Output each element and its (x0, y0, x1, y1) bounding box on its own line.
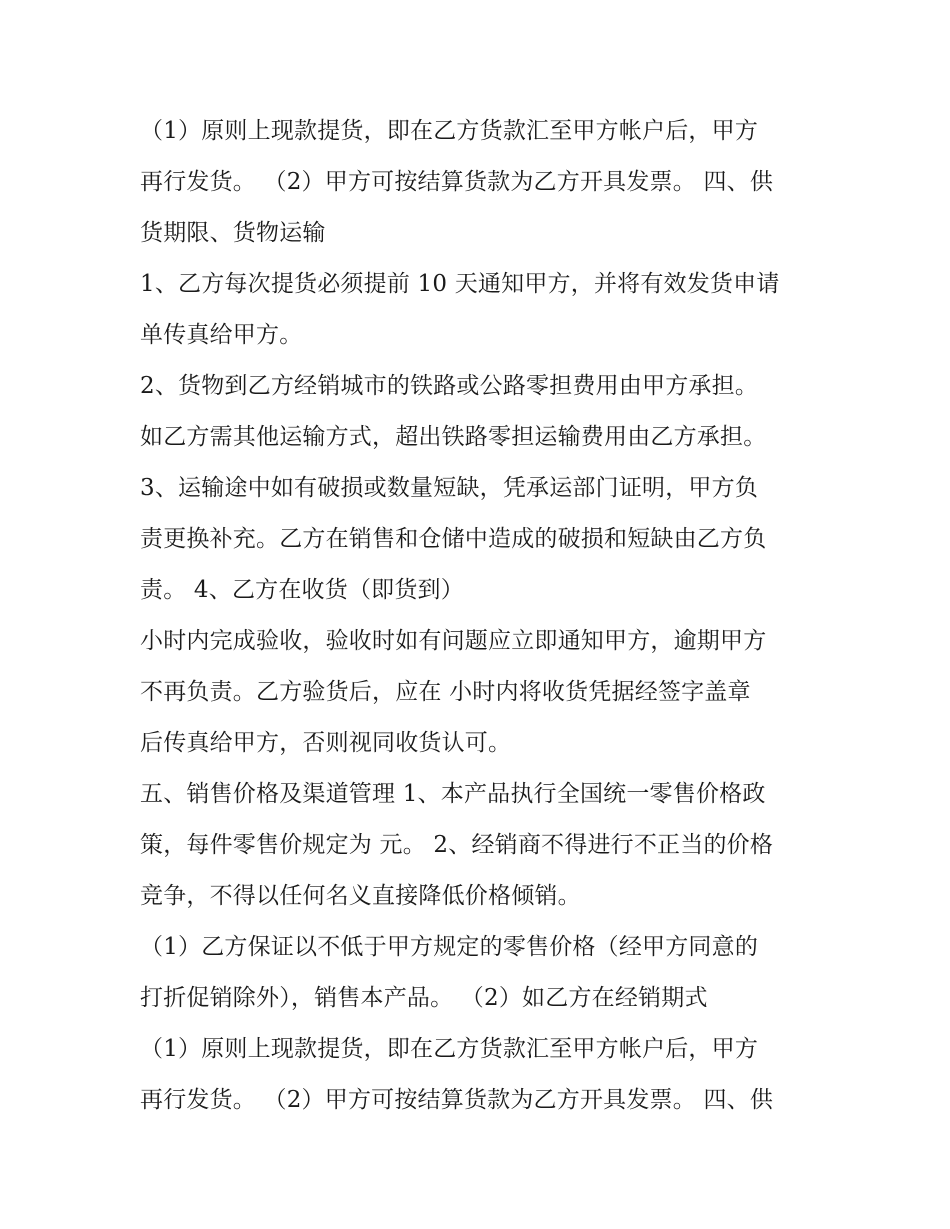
text-line: 2、货物到乙方经销城市的铁路或公路零担费用由甲方承担。 (140, 373, 759, 399)
text-line: 如乙方需其他运输方式，超出铁路零担运输费用由乙方承担。 (140, 424, 767, 450)
text-line: 五、销售价格及渠道管理 1、本产品执行全国统一零售价格政 (140, 781, 766, 807)
contract-text (140, 106, 820, 1126)
text-line: 后传真给甲方，否则视同收货认可。 (140, 730, 512, 756)
text-line: 责。 4、乙方在收货（即货到） (140, 577, 464, 603)
text-line: 竞争，不得以任何名义直接降低价格倾销。 (140, 883, 581, 909)
text-line: 再行发货。 （2）甲方可按结算货款为乙方开具发票。 四、供 (140, 1087, 774, 1113)
text-line: 策，每件零售价规定为 元。 2、经销商不得进行不正当的价格 (140, 832, 774, 858)
text-line: 打折促销除外），销售本产品。 （2）如乙方在经销期式 (140, 985, 708, 1011)
text-line: 不再负责。乙方验货后，应在 小时内将收货凭据经签字盖章 (140, 679, 751, 705)
text-line: 3、运输途中如有破损或数量短缺，凭承运部门证明，甲方负 (140, 475, 759, 501)
text-line: 再行发货。 （2）甲方可按结算货款为乙方开具发票。 四、供 (140, 169, 774, 195)
text-line: （1）原则上现款提货，即在乙方货款汇至甲方帐户后，甲方 (140, 1036, 759, 1062)
text-line: 责更换补充。乙方在销售和仓储中造成的破损和短缺由乙方负 (140, 526, 767, 552)
text-line: 小时内完成验收，验收时如有问题应立即通知甲方，逾期甲方 (140, 628, 767, 654)
text-line: 货期限、货物运输 (140, 220, 326, 246)
text-line: （1）乙方保证以不低于甲方规定的零售价格（经甲方同意的 (140, 934, 759, 960)
text-line: 1、乙方每次提货必须提前 10 天通知甲方，并将有效发货申请 (140, 271, 780, 297)
text-line: （1）原则上现款提货，即在乙方货款汇至甲方帐户后，甲方 (140, 118, 759, 144)
text-line: 单传真给甲方。 (140, 322, 303, 348)
